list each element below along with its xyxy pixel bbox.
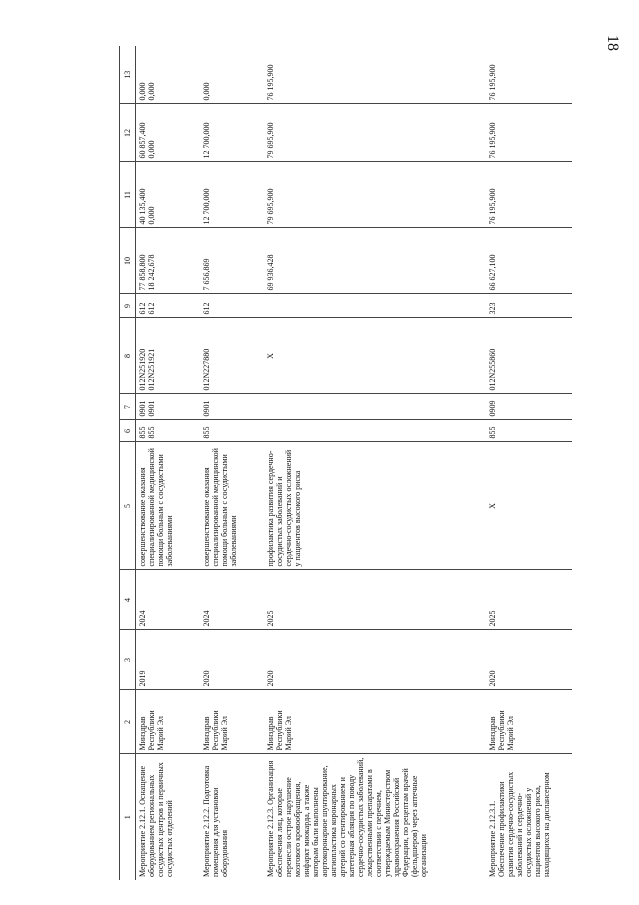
table-cell: 612 612 <box>136 294 200 318</box>
table-cell: 2020 <box>200 630 264 690</box>
page-number: 18 <box>604 35 621 51</box>
table-cell: 60 857,400 0,000 <box>136 104 200 162</box>
table-cell <box>264 420 486 442</box>
table-cell: 12 700,000 <box>200 104 264 162</box>
table-cell: 2020 <box>486 630 572 690</box>
table-cell: 76 195,900 <box>265 64 275 101</box>
table-cell: 12 700,000 <box>200 162 264 228</box>
table-cell <box>264 394 486 420</box>
column-header: 8 <box>120 318 136 394</box>
column-header: 12 <box>120 104 136 162</box>
table-row <box>200 46 264 880</box>
column-header: 11 <box>120 162 136 228</box>
table-cell: 7 656,869 <box>200 228 264 294</box>
table-cell: Минздрав Республики Марий Эл <box>486 690 572 754</box>
column-header: 3 <box>120 630 136 690</box>
column-header: 1 <box>120 754 136 880</box>
table-cell: Мероприятие 2.12.3.1. Обеспечение профилактики развития сердечно-сосудистых заболеваний и сердечно-сосудистых осложнений у пациентов высокого риска, находящихся на диспансерном <box>486 754 572 880</box>
table-cell: 76 195,900 <box>487 64 497 101</box>
table-cell: совершенствование оказания специализированной медицинской помощи больным с сосудистыми заболеваниями <box>136 442 200 570</box>
table-cell: Мероприятие 2.12.2. Подготовка помещения для установки оборудования <box>200 754 264 880</box>
table-row <box>136 46 200 880</box>
table-cell: 012N255860 <box>486 318 572 394</box>
table-cell: 0901 0901 <box>136 394 200 420</box>
header-row <box>120 46 136 880</box>
column-header: 5 <box>120 442 136 570</box>
table-cell: 40 135,400 0,000 <box>136 162 200 228</box>
table-cell: 66 627,100 <box>486 228 572 294</box>
table-cell: профилактика развития сердечно-сосудистых заболеваний и сердечно-сосудистых осложнений у пациентов высокого риска <box>264 442 486 570</box>
table-cell: 79 695,900 <box>264 104 486 162</box>
table-cell: Минздрав Республики Марий Эл <box>264 690 486 754</box>
table-cell: 0901 <box>200 394 264 420</box>
table-cell: 0,000 0,000 <box>138 82 156 101</box>
column-header: 2 <box>120 690 136 754</box>
table-cell: 2020 <box>264 630 486 690</box>
table-cell: 855 <box>200 420 264 442</box>
table-cell: Минздрав Республики Марий Эл <box>200 690 264 754</box>
table-cell: совершенствование оказания специализированной медицинской помощи больным с сосудистыми заболеваниями <box>200 442 264 570</box>
program-table <box>119 46 572 880</box>
table-row <box>486 46 572 880</box>
table-cell: 69 936,428 <box>264 228 486 294</box>
table-cell: 77 858,800 18 242,678 <box>136 228 200 294</box>
table-cell: Мероприятие 2.12.1. Оснащение оборудованием региональных сосудистых центров и первичных сосудистых отделений <box>136 754 200 880</box>
rotated-table-wrapper <box>119 46 551 880</box>
column-header: 6 <box>120 420 136 442</box>
column-header: 10 <box>120 228 136 294</box>
table-cell: 0,000 <box>201 82 211 101</box>
table-cell: 2019 <box>136 630 200 690</box>
table-cell: 76 195,900 <box>486 162 572 228</box>
table-cell: Мероприятие 2.12.3. Организация обеспечения лиц, которые перенесли острое нарушение мозгового кровообращения, инфаркт миокарда, а также которым были выполнены аортокоронарное шунтирование, ангиопластика коронарных артерий со стентированием и катетерная абляция по поводу сердечно-сосудистых заболеваний, лекарственными препаратами в соответствии с перечнем, утверждаемым Министерством здравоохранения Российской Федерации, по рецептам врачей (фельдшеров) через аптечные организации <box>264 754 486 880</box>
table-cell: 2025 <box>264 570 486 630</box>
table-cell: 612 <box>200 294 264 318</box>
table-cell: Минздрав Республики Марий Эл <box>136 690 200 754</box>
table-cell: 323 <box>486 294 572 318</box>
table-cell: 0909 <box>486 394 572 420</box>
table-cell: 2025 <box>486 570 572 630</box>
table-cell: 2024 <box>200 570 264 630</box>
column-header: 7 <box>120 394 136 420</box>
table-cell: 012N251920 012N251921 <box>136 318 200 394</box>
table-cell: 79 695,900 <box>264 162 486 228</box>
table-cell: 76 195,900 <box>486 104 572 162</box>
column-header: 4 <box>120 570 136 630</box>
table-row <box>264 46 486 880</box>
table-cell: X <box>264 318 486 394</box>
table-cell: X <box>486 442 572 570</box>
table-cell <box>264 294 486 318</box>
table-cell: 855 <box>486 420 572 442</box>
table-cell: 012N227880 <box>200 318 264 394</box>
column-header: 13 <box>120 46 136 104</box>
column-header: 9 <box>120 294 136 318</box>
table-cell: 855 855 <box>136 420 200 442</box>
table-cell: 2024 <box>136 570 200 630</box>
